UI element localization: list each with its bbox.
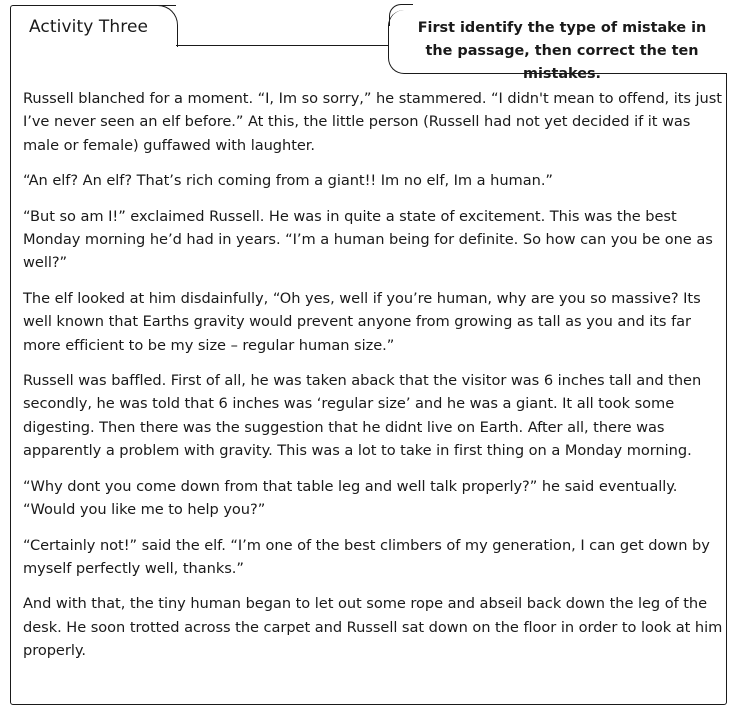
paragraph: And with that, the tiny human began to let out some rope and abseil back down the leg of the desk. He soon trotted across the carpet and Russell sat down on the floor in order to look at him properly. xyxy=(23,595,723,660)
instruction-text: First identify the type of mistake in the passage, then correct the ten mistakes. xyxy=(417,20,707,82)
paragraph: “Certainly not!” said the elf. “I’m one of the best climbers of my generation, I can get down by myself perfectly well, thanks.” xyxy=(23,536,710,577)
tab-curve xyxy=(156,5,178,47)
passage xyxy=(23,87,723,675)
paragraph: Russell was baffled. First of all, he was taken aback that the visitor was 6 inches tall and then secondly, he was told that 6 inches was ‘regular size’ and he was a giant. It all took some digesting. Then there was the suggestion that he didnt live on Earth. After all, there was apparently a problem with gravity. This was a lot to take in first thing on a Monday morning. xyxy=(23,372,702,460)
paragraph: “But so am I!” exclaimed Russell. He was in quite a state of excitement. This was the best Monday morning he’d had in years. “I’m a human being for definite. So how can you be one as well?” xyxy=(23,207,713,272)
paragraph: The elf looked at him disdainfully, “Oh yes, well if you’re human, why are you so massive? Its well known that Earths gravity would prevent anyone from growing as tall as you and its far more efficient to be my size – regular human size.” xyxy=(23,289,701,354)
activity-title-tab xyxy=(10,5,176,46)
activity-title: Activity Three xyxy=(29,17,149,37)
paragraph: Russell blanched for a moment. “I, Im so sorry,” he stammered. “I didn't mean to offend, its just I’ve never seen an elf before.” At this, the little person (Russell had not yet decided if it was male or female) guffawed with laughter. xyxy=(23,90,722,154)
paragraph: “An elf? An elf? That’s rich coming from a giant!! Im no elf, Im a human.” xyxy=(23,172,553,190)
instruction-box xyxy=(388,10,727,82)
worksheet xyxy=(10,5,727,705)
paragraph: “Why dont you come down from that table leg and well talk properly?” he said eventually. “Would you like me to help you?” xyxy=(23,477,678,519)
